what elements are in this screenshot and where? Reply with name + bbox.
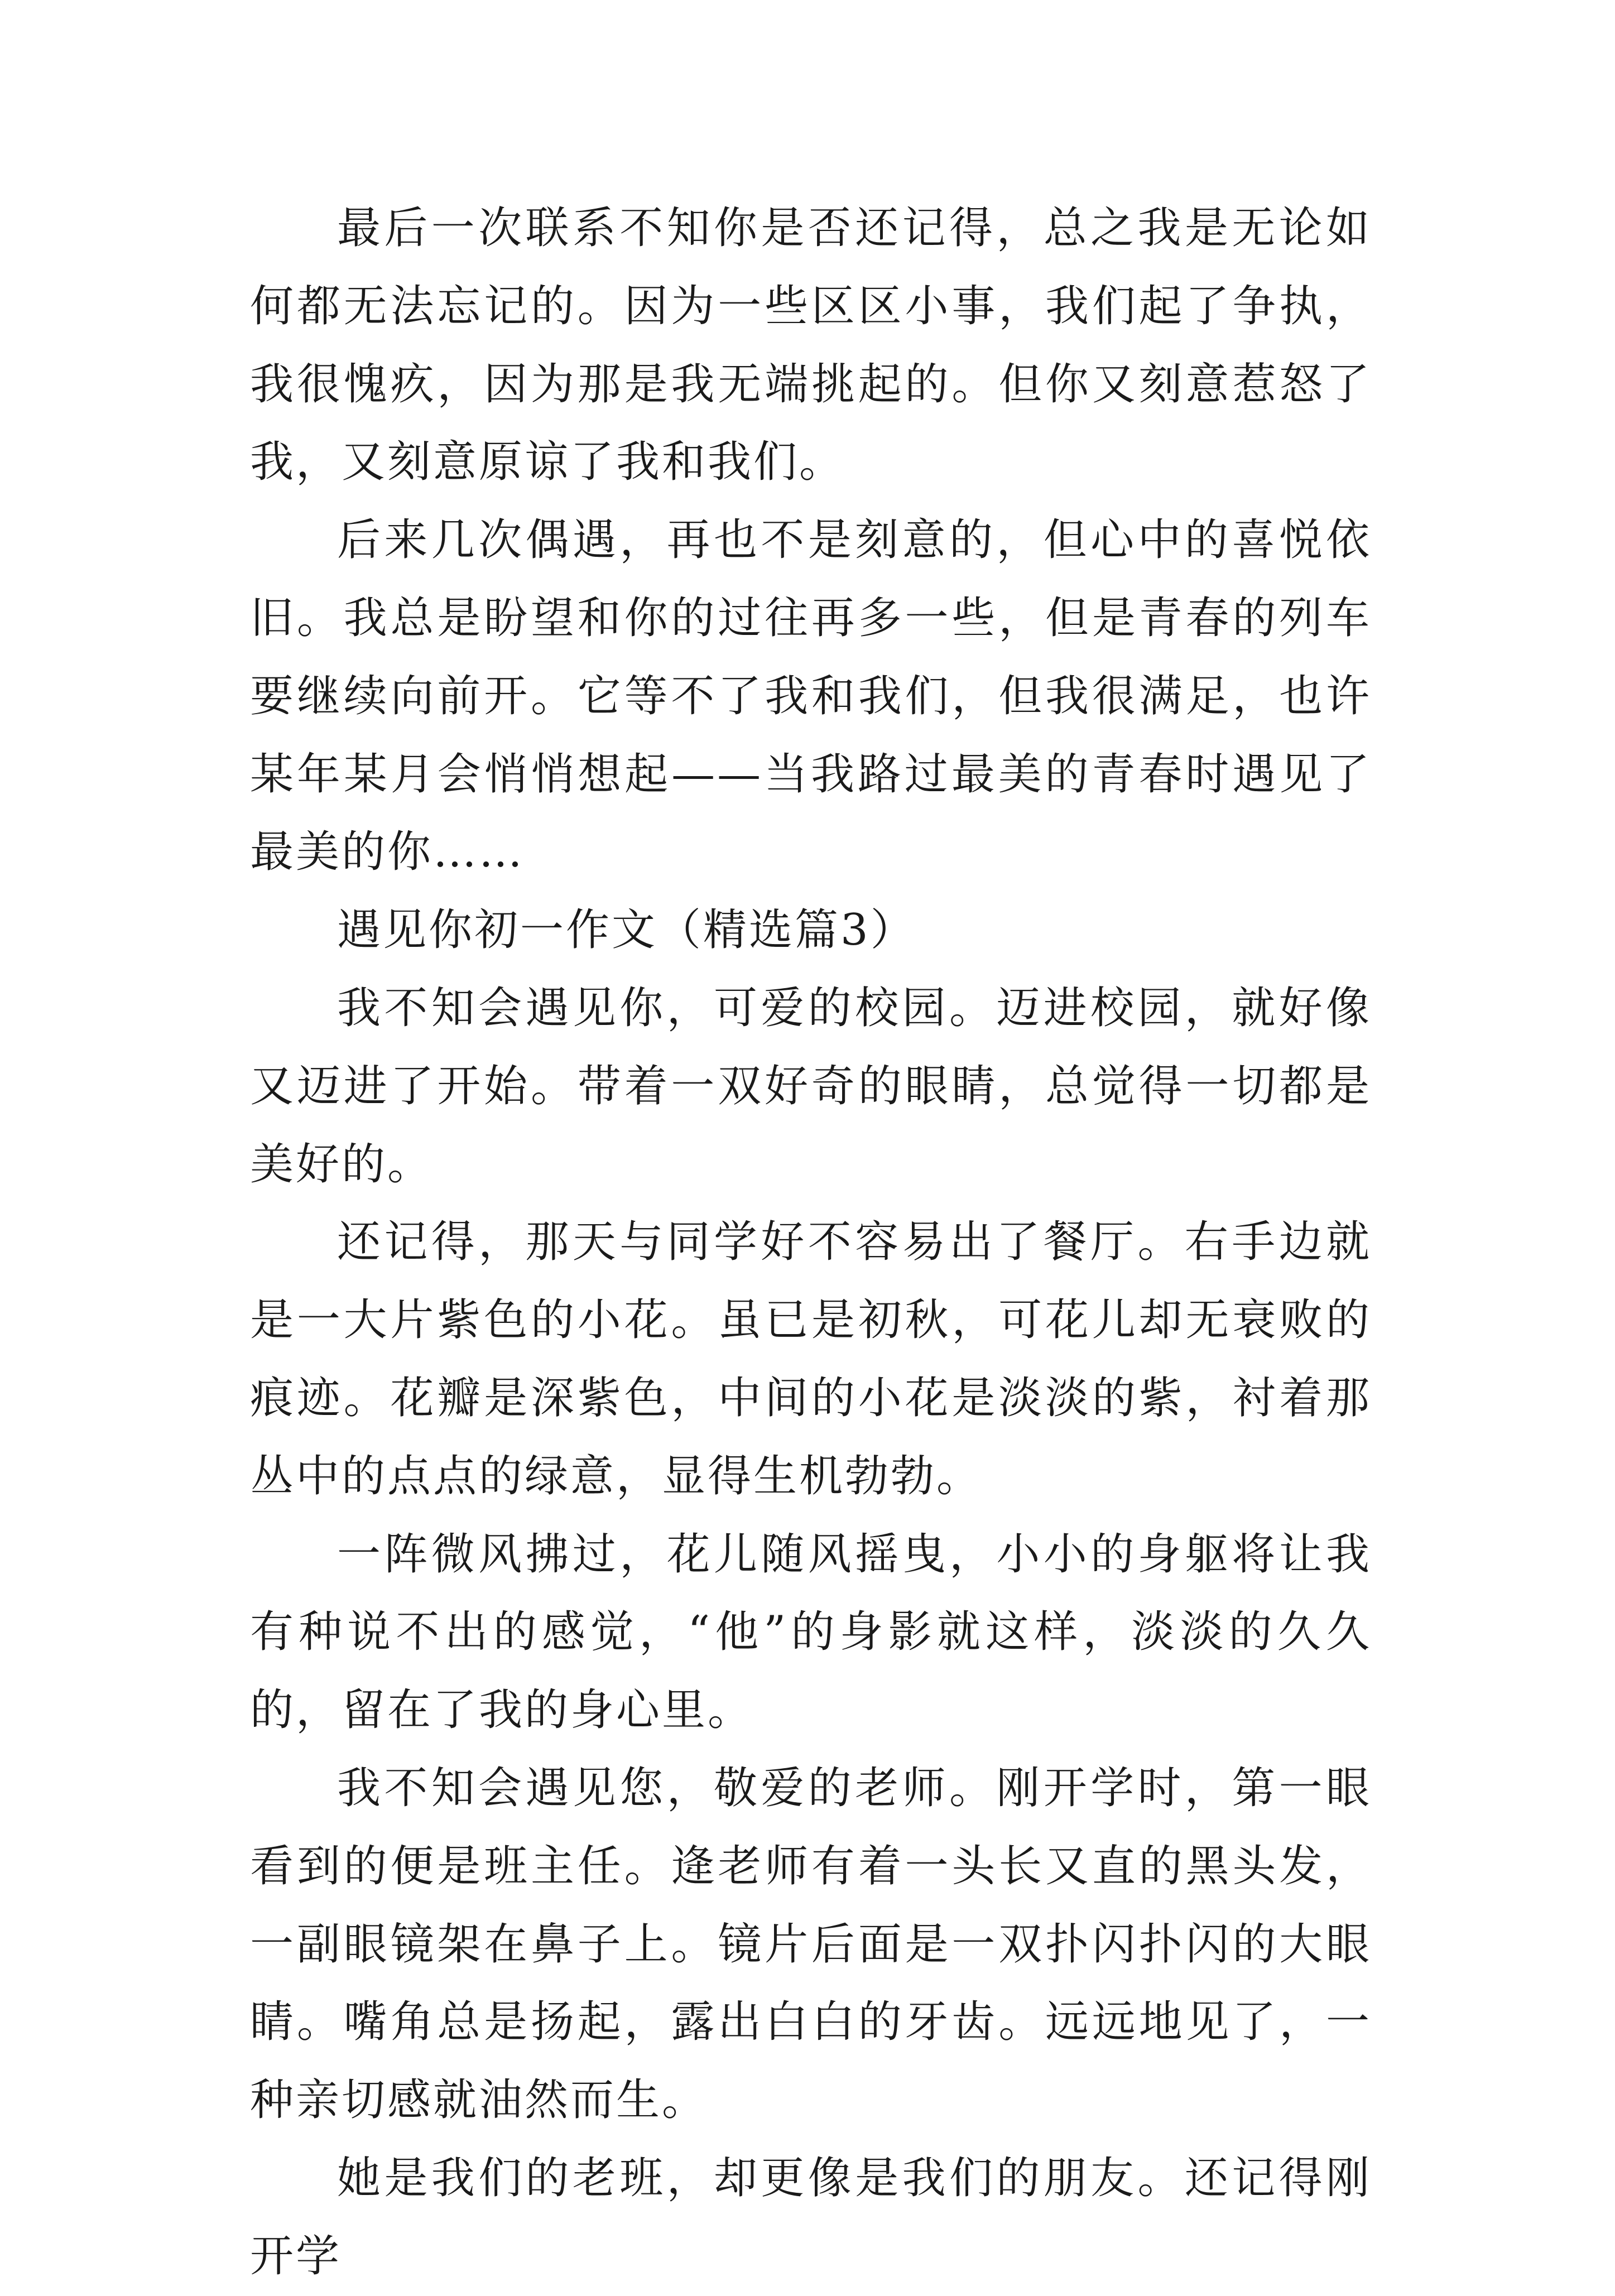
paragraph-4: 还记得，那天与同学好不容易出了餐厅。右手边就是一大片紫色的小花。虽已是初秋，可花儿却无衰败的痕迹。花瓣是深紫色，中间的小花是淡淡的紫，衬着那丛中的点点的绿意，显得生机勃勃。 — [250, 1217, 1372, 1501]
paragraph-2: 后来几次偶遇，再也不是刻意的，但心中的喜悦依旧。我总是盼望和你的过往再多一些，但是青春的列车要继续向前开。它等不了我和我们，但我很满足，也许某年某月会悄悄想起——当我路过最美的青春时遇见了最美的你…… — [250, 515, 1372, 878]
paragraph-3: 我不知会遇见你，可爱的校园。迈进校园，就好像又迈进了开始。带着一双好奇的眼睛，总觉得一切都是美好的。 — [250, 983, 1372, 1190]
paragraph-6: 我不知会遇见您，敬爱的老师。刚开学时，第一眼看到的便是班主任。逄老师有着一头长又直的黑头发，一副眼镜架在鼻子上。镜片后面是一双扑闪扑闪的大眼睛。嘴角总是扬起，露出白白的牙齿。远远地见了，一种亲切感就油然而生。 — [250, 1763, 1372, 2126]
document-body — [250, 190, 1372, 2296]
section-heading: 遇见你初一作文（精选篇3） — [337, 905, 916, 956]
paragraph-5: 一阵微风拂过，花儿随风摇曳，小小的身躯将让我有种说不出的感觉，“他”的身影就这样，淡淡的久久的，留在了我的身心里。 — [250, 1529, 1372, 1736]
paragraph-7: 她是我们的老班，却更像是我们的朋友。还记得刚开学 — [250, 2153, 1372, 2281]
paragraph-1: 最后一次联系不知你是否还记得，总之我是无论如何都无法忘记的。因为一些区区小事，我们起了争执，我很愧疚，因为那是我无端挑起的。但你又刻意惹怒了我，又刻意原谅了我和我们。 — [250, 203, 1372, 488]
